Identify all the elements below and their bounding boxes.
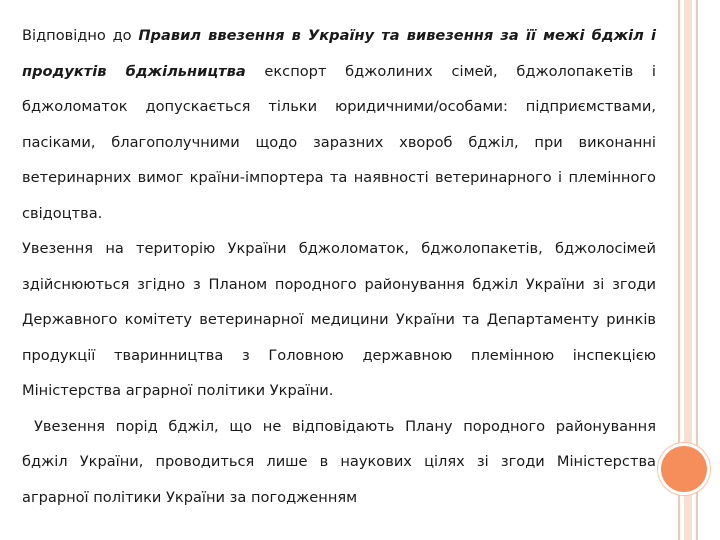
- paragraph-1-rest: експорт бджолиних сімей, бджолопакетів і бджоломаток допускається тільки юридичними/особами: підприємствами, пасіками, благополучними щодо заразних хвороб бджіл, при виконанні ветеринарних вимог країни-імпортера та наявності ветеринарного і племінного свідоцтва.: [22, 62, 656, 222]
- paragraph-1-intro: Відповідно до: [22, 27, 139, 44]
- decorative-circle: [661, 446, 707, 492]
- paragraph-3: Увезення порід бджіл, що не відповідають Плану породного районування бджіл України, проводиться лише в наукових цілях зі згоди Міністерства аграрної політики України за погодженням: [22, 417, 656, 506]
- slide-body: [22, 18, 656, 515]
- regulation-title: Правил ввезення в Україну та вивезення за її межі бджіл і продуктів бджільництва: [22, 27, 656, 80]
- paragraph-1: [22, 18, 656, 231]
- paragraph-2: Увезення на територію України бджоломаток, бджолопакетів, бджолосімей здійснюються згідно з Планом породного районування бджіл України зі згоди Державного комітету ветеринарної медицини України та Департаменту ринків продукції тваринництва з Головною державною племінною інспекцією Міністерства аграрної політики України.: [22, 240, 656, 399]
